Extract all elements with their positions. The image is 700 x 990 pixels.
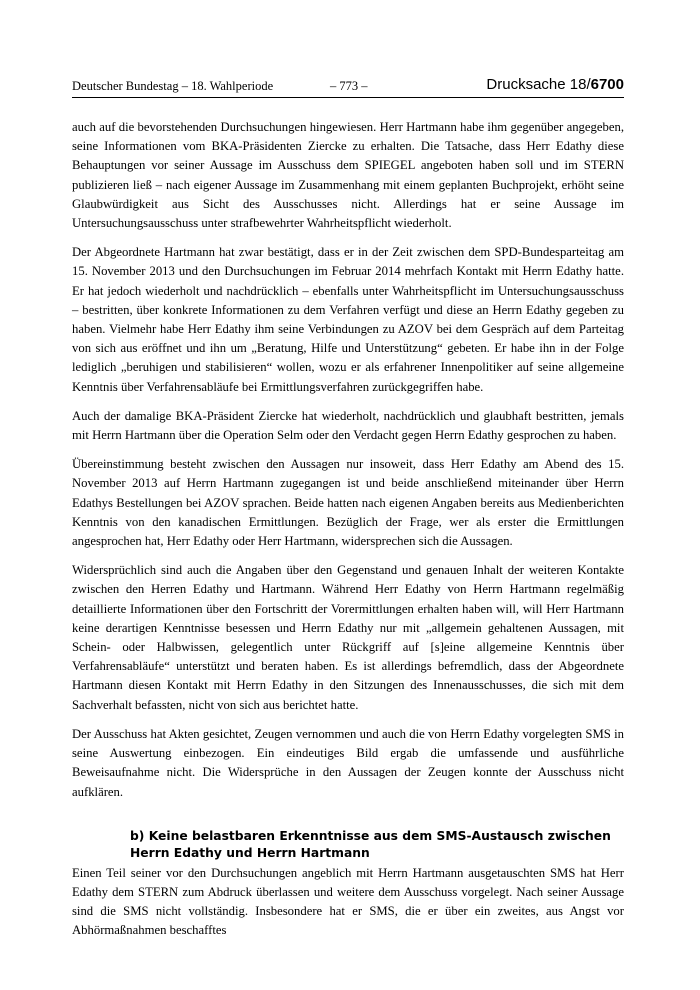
document-number-label: Drucksache 18/: [486, 76, 591, 93]
paragraph: Der Ausschuss hat Akten gesichtet, Zeugen vernommen und auch die von Herrn Edathy vorgelegten SMS in seine Auswertung einbezogen. Ein eindeutiges Bild ergab die umfassende und ausführliche Beweisaufnahme nicht. Die Widersprüche in den Aussagen der Zeugen konnte der Ausschuss nicht aufklären.: [72, 726, 624, 799]
paragraph: auch auf die bevorstehenden Durchsuchungen hingewiesen. Herr Hartmann habe ihm gegenüber angegeben, seine Informationen vom BKA-Präsidenten Ziercke zu erhalten. Die Tatsache, dass Herr Edathy diese Behauptungen vor seiner Aussage im Ausschuss dem SPIEGEL angeboten haben soll und im STERN publizieren ließ – nach eigener Aussage im Zusammenhang mit einem geplanten Buchprojekt, erhöht seine Glaubwürdigkeit aus Sicht des Ausschusses nicht. Allerdings hat er seine Aussage im Untersuchungsausschuss unter strafbewehrter Wahrheitspflicht wiederholt.: [72, 120, 624, 231]
header-publication: Deutscher Bundestag – 18. Wahlperiode: [72, 79, 274, 93]
header-rule: [72, 97, 624, 98]
page-header: [72, 76, 624, 96]
paragraph: Auch der damalige BKA-Präsident Ziercke hat wiederholt, nachdrücklich und glaubhaft bestritten, jemals mit Herrn Hartmann über die Operation Selm oder den Verdacht gegen Herrn Edathy gesprochen zu haben.: [72, 408, 624, 443]
document-number-value: 6700: [590, 76, 624, 93]
page-number: – 773 –: [330, 79, 368, 93]
paragraph: Übereinstimmung besteht zwischen den Aussagen nur insoweit, dass Herr Edathy am Abend des 15. November 2013 auf Herrn Hartmann zugegangen ist und beide anschließend miteinander über Herrn Edathys Bestellungen bei AZOV sprachen. Beide hatten nach eigenen Angaben bereits aus Medienberichten Kenntnis von den kanadischen Ermittlungen. Bezüglich der Frage, wer als erster die Ermittlungen angesprochen hat, Herr Edathy oder Herr Hartmann, widersprechen sich die Aussagen.: [72, 457, 624, 549]
document-number: [486, 76, 624, 93]
document-body: [72, 118, 624, 941]
paragraph: Der Abgeordnete Hartmann hat zwar bestätigt, dass er in der Zeit zwischen dem SPD-Bundesparteitag am 15. November 2013 und den Durchsuchungen im Februar 2014 mehrfach Kontakt mit Herrn Edathy hatte. Er hat jedoch wiederholt und nachdrücklich – ebenfalls unter Wahrheitspflicht im Untersuchungsausschuss – bestritten, über konkrete Informationen zu dem Verfahren verfügt und diese an Herrn Edathy gegeben zu haben. Vielmehr habe Herr Edathy ihm seine Verbindungen zu AZOV bei dem Gespräch auf dem Parteitag von sich aus eröffnet und ihn um „Beratung, Hilfe und Unterstützung“ gebeten. Er habe ihn in der Folge lediglich „beruhigen und stabilisieren“ wollen, wozu er als erfahrener Innenpolitiker auf seine allgemeine Kenntnis über Verfahrensabläufe bei Ermittlungsverfahren zurückgegriffen habe.: [72, 245, 624, 394]
section-subheading: b) Keine belastbaren Erkenntnisse aus dem SMS-Austausch zwischen Herrn Edathy und Herrn Hartmann: [130, 828, 611, 860]
paragraph: Einen Teil seiner vor den Durchsuchungen angeblich mit Herrn Hartmann ausgetauschten SMS hat Herr Edathy dem STERN zum Abdruck überlassen und weitere dem Ausschuss vorgelegt. Nach seiner Aussage sind die SMS nicht vollständig. Insbesondere hat er SMS, die er über ein zweites, aus Angst vor Abhörmaßnahmen beschafftes: [72, 865, 624, 938]
paragraph: Widersprüchlich sind auch die Angaben über den Gegenstand und genauen Inhalt der weiteren Kontakte zwischen den Herren Edathy und Hartmann. Während Herr Edathy von Herrn Hartmann regelmäßig detaillierte Informationen über den Fortschritt der Vorermittlungen erhalten haben will, will Herr Hartmann keine derartigen Kenntnisse besessen und Herrn Edathy nur mit „allgemein gehaltenen Aussagen, mit Schein- oder Halbwissen, gelegentlich unter Rückgriff auf [s]eine allgemeine Kenntnis über Verfahrensabläufe“ unterstützt und beraten haben. Es ist allerdings befremdlich, dass der Abgeordnete Hartmann diesen Kontakt mit Herrn Edathy in den Sitzungen des Innenausschusses, die sich mit dem Sachverhalt befassten, nicht von sich aus berichtet hatte.: [72, 563, 624, 712]
